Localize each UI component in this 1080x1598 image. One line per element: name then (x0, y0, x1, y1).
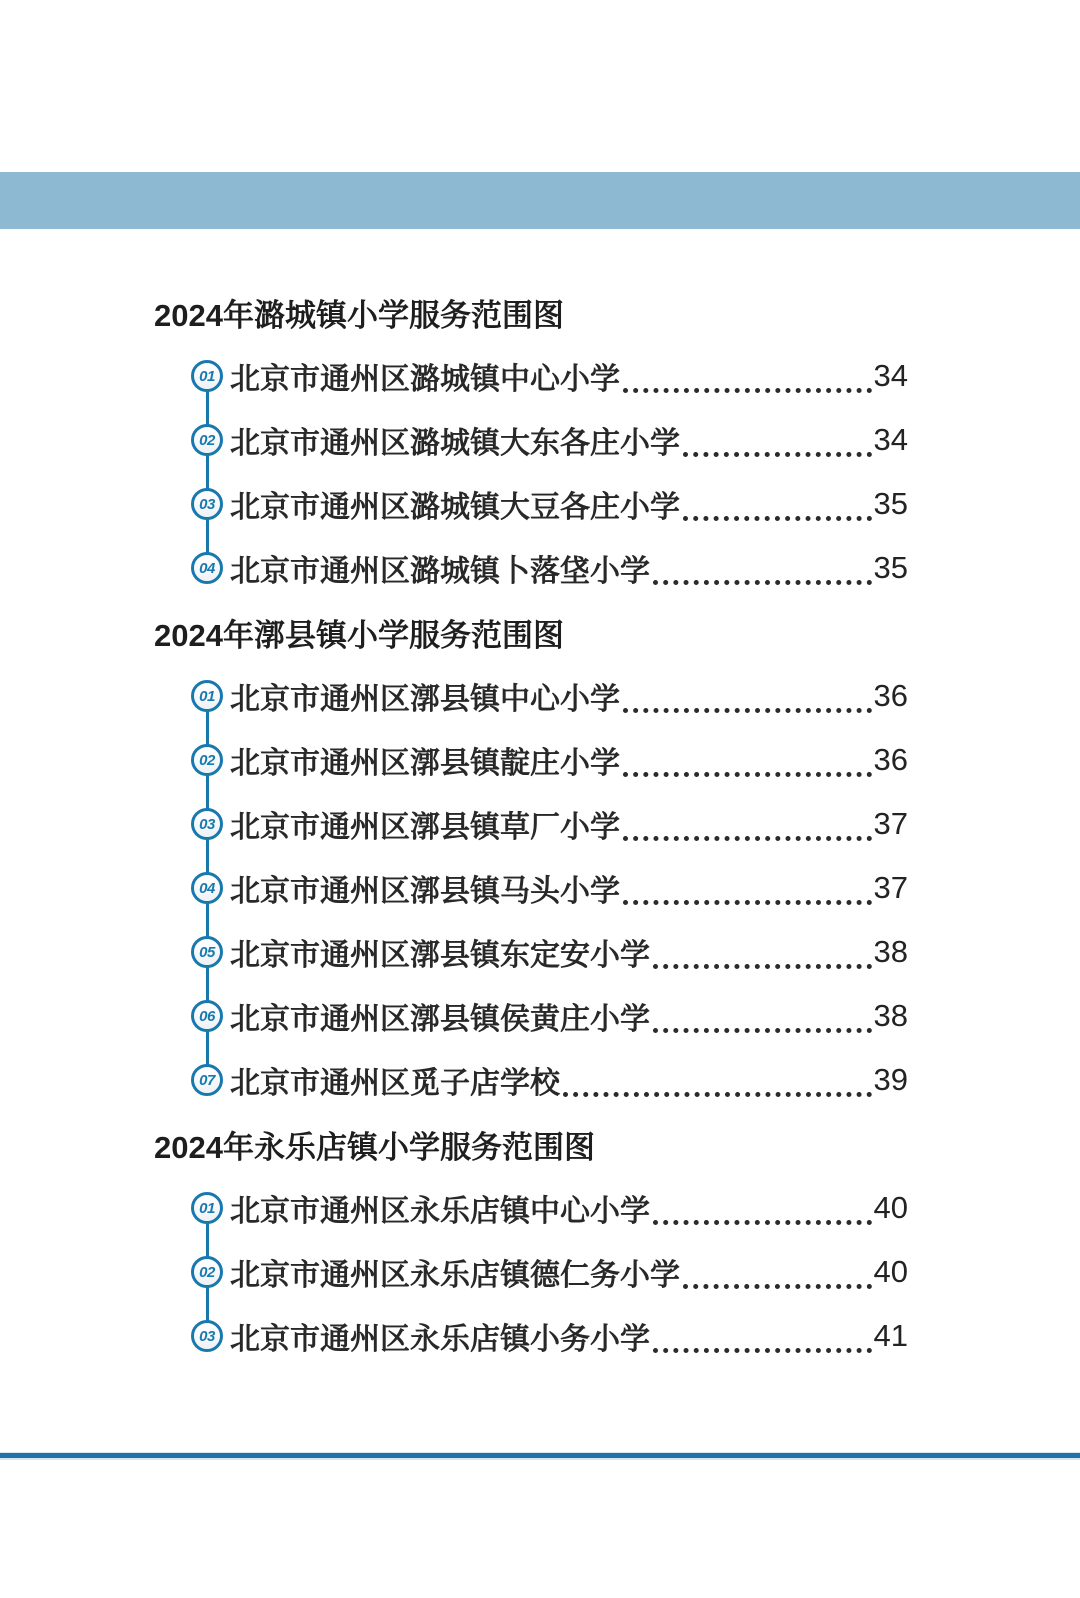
item-title: 北京市通州区漷县镇东定安小学 (230, 939, 650, 972)
section-heading: 2024年永乐店镇小学服务范围图 (154, 1129, 595, 1165)
section-heading: 2024年潞城镇小学服务范围图 (154, 297, 564, 333)
item-number-cell (191, 1256, 223, 1288)
item-number-cell (191, 424, 223, 456)
section-heading: 2024年漷县镇小学服务范围图 (154, 617, 564, 653)
item-page-number: 40 (873, 1190, 908, 1225)
item-number-badge: 07 (191, 1064, 223, 1096)
item-title: 北京市通州区潞城镇卜落垡小学 (230, 555, 650, 588)
item-title: 北京市通州区觅子店学校 (230, 1067, 560, 1100)
dot-leader (623, 772, 872, 777)
item-number-cell (191, 1320, 223, 1352)
item-title: 北京市通州区漷县镇马头小学 (230, 875, 620, 908)
toc-item[interactable] (0, 1240, 1080, 1304)
item-number-cell (191, 360, 223, 392)
dot-leader (683, 1284, 872, 1289)
item-number-cell (191, 936, 223, 968)
toc-item[interactable] (0, 1304, 1080, 1368)
item-page-number: 35 (873, 550, 908, 585)
dot-leader (623, 708, 872, 713)
toc-item[interactable] (0, 344, 1080, 408)
item-number-badge: 03 (191, 488, 223, 520)
item-page-number: 40 (873, 1254, 908, 1289)
item-title: 北京市通州区漷县镇靛庄小学 (230, 747, 620, 780)
item-number-cell (191, 488, 223, 520)
toc-item[interactable] (0, 472, 1080, 536)
dot-leader (653, 964, 872, 969)
table-of-contents (0, 280, 1080, 1368)
item-number-cell (191, 1064, 223, 1096)
item-number-badge: 06 (191, 1000, 223, 1032)
toc-item[interactable] (0, 1048, 1080, 1112)
item-page-number: 37 (873, 870, 908, 905)
toc-item[interactable] (0, 728, 1080, 792)
item-number-cell (191, 872, 223, 904)
item-page-number: 34 (873, 422, 908, 457)
dot-leader (623, 388, 872, 393)
item-number-cell (191, 552, 223, 584)
item-page-number: 39 (873, 1062, 908, 1097)
item-number-cell (191, 1000, 223, 1032)
dot-leader (683, 516, 872, 521)
dot-leader (623, 900, 872, 905)
toc-item[interactable] (0, 984, 1080, 1048)
item-number-badge: 03 (191, 808, 223, 840)
item-number-badge: 04 (191, 872, 223, 904)
item-title: 北京市通州区漷县镇草厂小学 (230, 811, 620, 844)
toc-item[interactable] (0, 664, 1080, 728)
toc-item[interactable] (0, 792, 1080, 856)
item-page-number: 35 (873, 486, 908, 521)
item-title: 北京市通州区永乐店镇德仁务小学 (230, 1259, 680, 1292)
item-title: 北京市通州区潞城镇中心小学 (230, 363, 620, 396)
item-number-badge: 01 (191, 1192, 223, 1224)
toc-item[interactable] (0, 536, 1080, 600)
item-page-number: 38 (873, 998, 908, 1033)
item-page-number: 37 (873, 806, 908, 841)
item-number-cell (191, 1192, 223, 1224)
item-number-badge: 04 (191, 552, 223, 584)
footer-rule (0, 1452, 1080, 1460)
dot-leader (653, 580, 872, 585)
item-title: 北京市通州区漷县镇中心小学 (230, 683, 620, 716)
item-title: 北京市通州区永乐店镇中心小学 (230, 1195, 650, 1228)
item-title: 北京市通州区潞城镇大豆各庄小学 (230, 491, 680, 524)
toc-item[interactable] (0, 1176, 1080, 1240)
item-number-badge: 01 (191, 360, 223, 392)
dot-leader (563, 1092, 872, 1097)
dot-leader (653, 1220, 872, 1225)
item-number-cell (191, 680, 223, 712)
toc-item[interactable] (0, 408, 1080, 472)
item-page-number: 38 (873, 934, 908, 969)
item-title: 北京市通州区漷县镇侯黄庄小学 (230, 1003, 650, 1036)
item-number-badge: 02 (191, 744, 223, 776)
item-page-number: 36 (873, 678, 908, 713)
item-page-number: 34 (873, 358, 908, 393)
item-title: 北京市通州区潞城镇大东各庄小学 (230, 427, 680, 460)
item-number-cell (191, 744, 223, 776)
toc-item[interactable] (0, 856, 1080, 920)
toc-item[interactable] (0, 920, 1080, 984)
item-number-cell (191, 808, 223, 840)
dot-leader (653, 1348, 872, 1353)
item-number-badge: 03 (191, 1320, 223, 1352)
item-number-badge: 05 (191, 936, 223, 968)
dot-leader (623, 836, 872, 841)
item-title: 北京市通州区永乐店镇小务小学 (230, 1323, 650, 1356)
item-number-badge: 02 (191, 1256, 223, 1288)
header-band (0, 172, 1080, 229)
item-number-badge: 01 (191, 680, 223, 712)
item-number-badge: 02 (191, 424, 223, 456)
item-page-number: 36 (873, 742, 908, 777)
item-page-number: 41 (873, 1318, 908, 1353)
dot-leader (653, 1028, 872, 1033)
dot-leader (683, 452, 872, 457)
